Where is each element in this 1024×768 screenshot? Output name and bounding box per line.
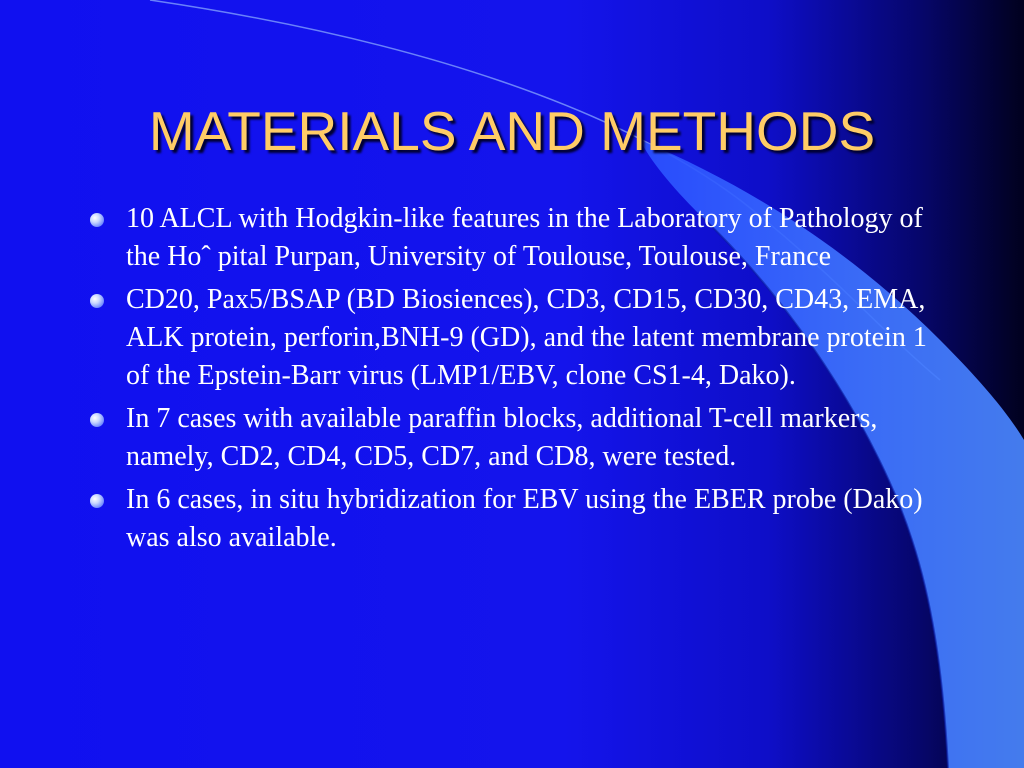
bullet-item [88,200,948,276]
bullet-text: In 7 cases with available paraffin blocks, additional T-cell markers, namely, CD2, CD4, CD5, CD7, and CD8, were tested. [126,403,878,472]
bullet-text: CD20, Pax5/BSAP (BD Biosiences), CD3, CD15, CD30, CD43, EMA, ALK protein, perforin,BNH-9 (GD), and the latent membrane protein 1 of the Epstein-Barr virus (LMP1/EBV, clone CS1-4, Dako). [126,284,927,391]
bullet-dot-icon [90,413,104,427]
bullet-text: In 6 cases, in situ hybridization for EBV using the EBER probe (Dako) was also available. [126,484,923,553]
bullet-dot-icon [90,494,104,508]
bullet-item [88,481,948,557]
bullet-dot-icon [90,213,104,227]
bullet-dot-icon [90,294,104,308]
bullet-text: 10 ALCL with Hodgkin-like features in the Laboratory of Pathology of the Hoˆ pital Purpan, University of Toulouse, Toulouse, France [126,203,923,272]
bullet-list [88,200,948,562]
bullet-item [88,281,948,395]
slide-title: MATERIALS AND METHODS [148,100,876,162]
bullet-item [88,400,948,476]
